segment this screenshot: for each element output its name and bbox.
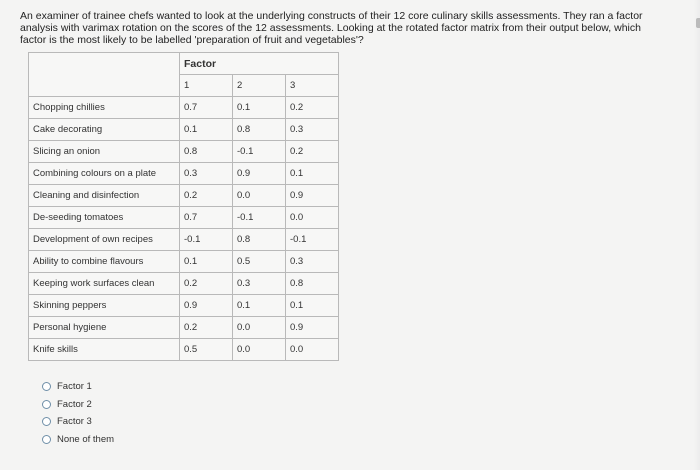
row-label: Chopping chillies (29, 97, 180, 119)
radio-button[interactable] (42, 435, 51, 444)
loading-cell-factor-1: 0.3 (180, 163, 233, 185)
loading-cell-factor-1: 0.5 (180, 339, 233, 361)
loading-cell-factor-1: 0.1 (180, 251, 233, 273)
table-row (29, 251, 339, 273)
option-factor-1[interactable] (42, 378, 114, 396)
loading-cell-factor-3: 0.9 (286, 317, 339, 339)
table-row (29, 207, 339, 229)
factor-header: Factor (180, 53, 339, 75)
loading-cell-factor-1: 0.8 (180, 141, 233, 163)
loading-cell-factor-2: -0.1 (233, 207, 286, 229)
loading-cell-factor-1: 0.1 (180, 119, 233, 141)
loading-cell-factor-2: 0.8 (233, 119, 286, 141)
row-label: De-seeding tomatoes (29, 207, 180, 229)
loading-cell-factor-2: 0.3 (233, 273, 286, 295)
column-header-3: 3 (286, 75, 339, 97)
table-row (29, 229, 339, 251)
table-row (29, 317, 339, 339)
option-label: None of them (57, 433, 115, 445)
option-label: Factor 3 (57, 416, 92, 428)
scroll-marker (696, 18, 700, 28)
column-header-1: 1 (180, 75, 233, 97)
radio-button[interactable] (42, 400, 51, 409)
table-row (29, 295, 339, 317)
loading-cell-factor-2: 0.8 (233, 229, 286, 251)
row-label: Development of own recipes (29, 229, 180, 251)
loading-cell-factor-2: 0.9 (233, 163, 286, 185)
row-label: Cake decorating (29, 119, 180, 141)
loading-cell-factor-3: 0.2 (286, 97, 339, 119)
loading-cell-factor-3: 0.1 (286, 295, 339, 317)
table-row (29, 119, 339, 141)
loading-cell-factor-1: 0.7 (180, 97, 233, 119)
loading-cell-factor-3: 0.3 (286, 251, 339, 273)
option-none-of-them[interactable] (42, 431, 114, 449)
loading-cell-factor-2: 0.0 (233, 317, 286, 339)
loading-cell-factor-3: 0.0 (286, 207, 339, 229)
question-text: An examiner of trainee chefs wanted to look at the underlying constructs of their 12 core culinary skills assessments. They ran a factor analysis with varimax rotation on the scores of the 12 assessments. Looking at the rotated factor matrix from their output below, which factor is the most likely to be labelled 'preparation of fruit and vegetables'? (20, 10, 643, 46)
loading-cell-factor-2: 0.1 (233, 295, 286, 317)
loading-cell-factor-1: 0.2 (180, 317, 233, 339)
loading-cell-factor-1: 0.9 (180, 295, 233, 317)
loading-cell-factor-2: 0.5 (233, 251, 286, 273)
table-corner-cell (29, 75, 180, 97)
table-row (29, 141, 339, 163)
radio-button[interactable] (42, 382, 51, 391)
loading-cell-factor-2: -0.1 (233, 141, 286, 163)
loading-cell-factor-3: 0.2 (286, 141, 339, 163)
table-row (29, 163, 339, 185)
table-row (29, 273, 339, 295)
table-header-row (29, 53, 339, 75)
loading-cell-factor-3: 0.1 (286, 163, 339, 185)
row-label: Slicing an onion (29, 141, 180, 163)
option-label: Factor 1 (57, 381, 92, 393)
loading-cell-factor-1: 0.7 (180, 207, 233, 229)
table-row (29, 185, 339, 207)
loading-cell-factor-2: 0.0 (233, 339, 286, 361)
loading-cell-factor-3: 0.9 (286, 185, 339, 207)
loading-cell-factor-1: -0.1 (180, 229, 233, 251)
table-row (29, 97, 339, 119)
option-label: Factor 2 (57, 398, 92, 410)
row-label: Ability to combine flavours (29, 251, 180, 273)
page-edge (694, 0, 700, 470)
radio-button[interactable] (42, 417, 51, 426)
row-label: Cleaning and disinfection (29, 185, 180, 207)
loading-cell-factor-1: 0.2 (180, 273, 233, 295)
answer-options (42, 378, 114, 448)
loading-cell-factor-3: 0.8 (286, 273, 339, 295)
table-column-row (29, 75, 339, 97)
option-factor-2[interactable] (42, 396, 114, 414)
loading-cell-factor-1: 0.2 (180, 185, 233, 207)
option-factor-3[interactable] (42, 413, 114, 431)
row-label: Personal hygiene (29, 317, 180, 339)
column-header-2: 2 (233, 75, 286, 97)
row-label: Knife skills (29, 339, 180, 361)
row-label: Skinning peppers (29, 295, 180, 317)
table-row (29, 339, 339, 361)
table-corner-cell (29, 53, 180, 75)
rotated-factor-matrix (28, 52, 339, 361)
loading-cell-factor-2: 0.0 (233, 185, 286, 207)
row-label: Combining colours on a plate (29, 163, 180, 185)
loading-cell-factor-2: 0.1 (233, 97, 286, 119)
loading-cell-factor-3: 0.3 (286, 119, 339, 141)
loading-cell-factor-3: 0.0 (286, 339, 339, 361)
row-label: Keeping work surfaces clean (29, 273, 180, 295)
loading-cell-factor-3: -0.1 (286, 229, 339, 251)
